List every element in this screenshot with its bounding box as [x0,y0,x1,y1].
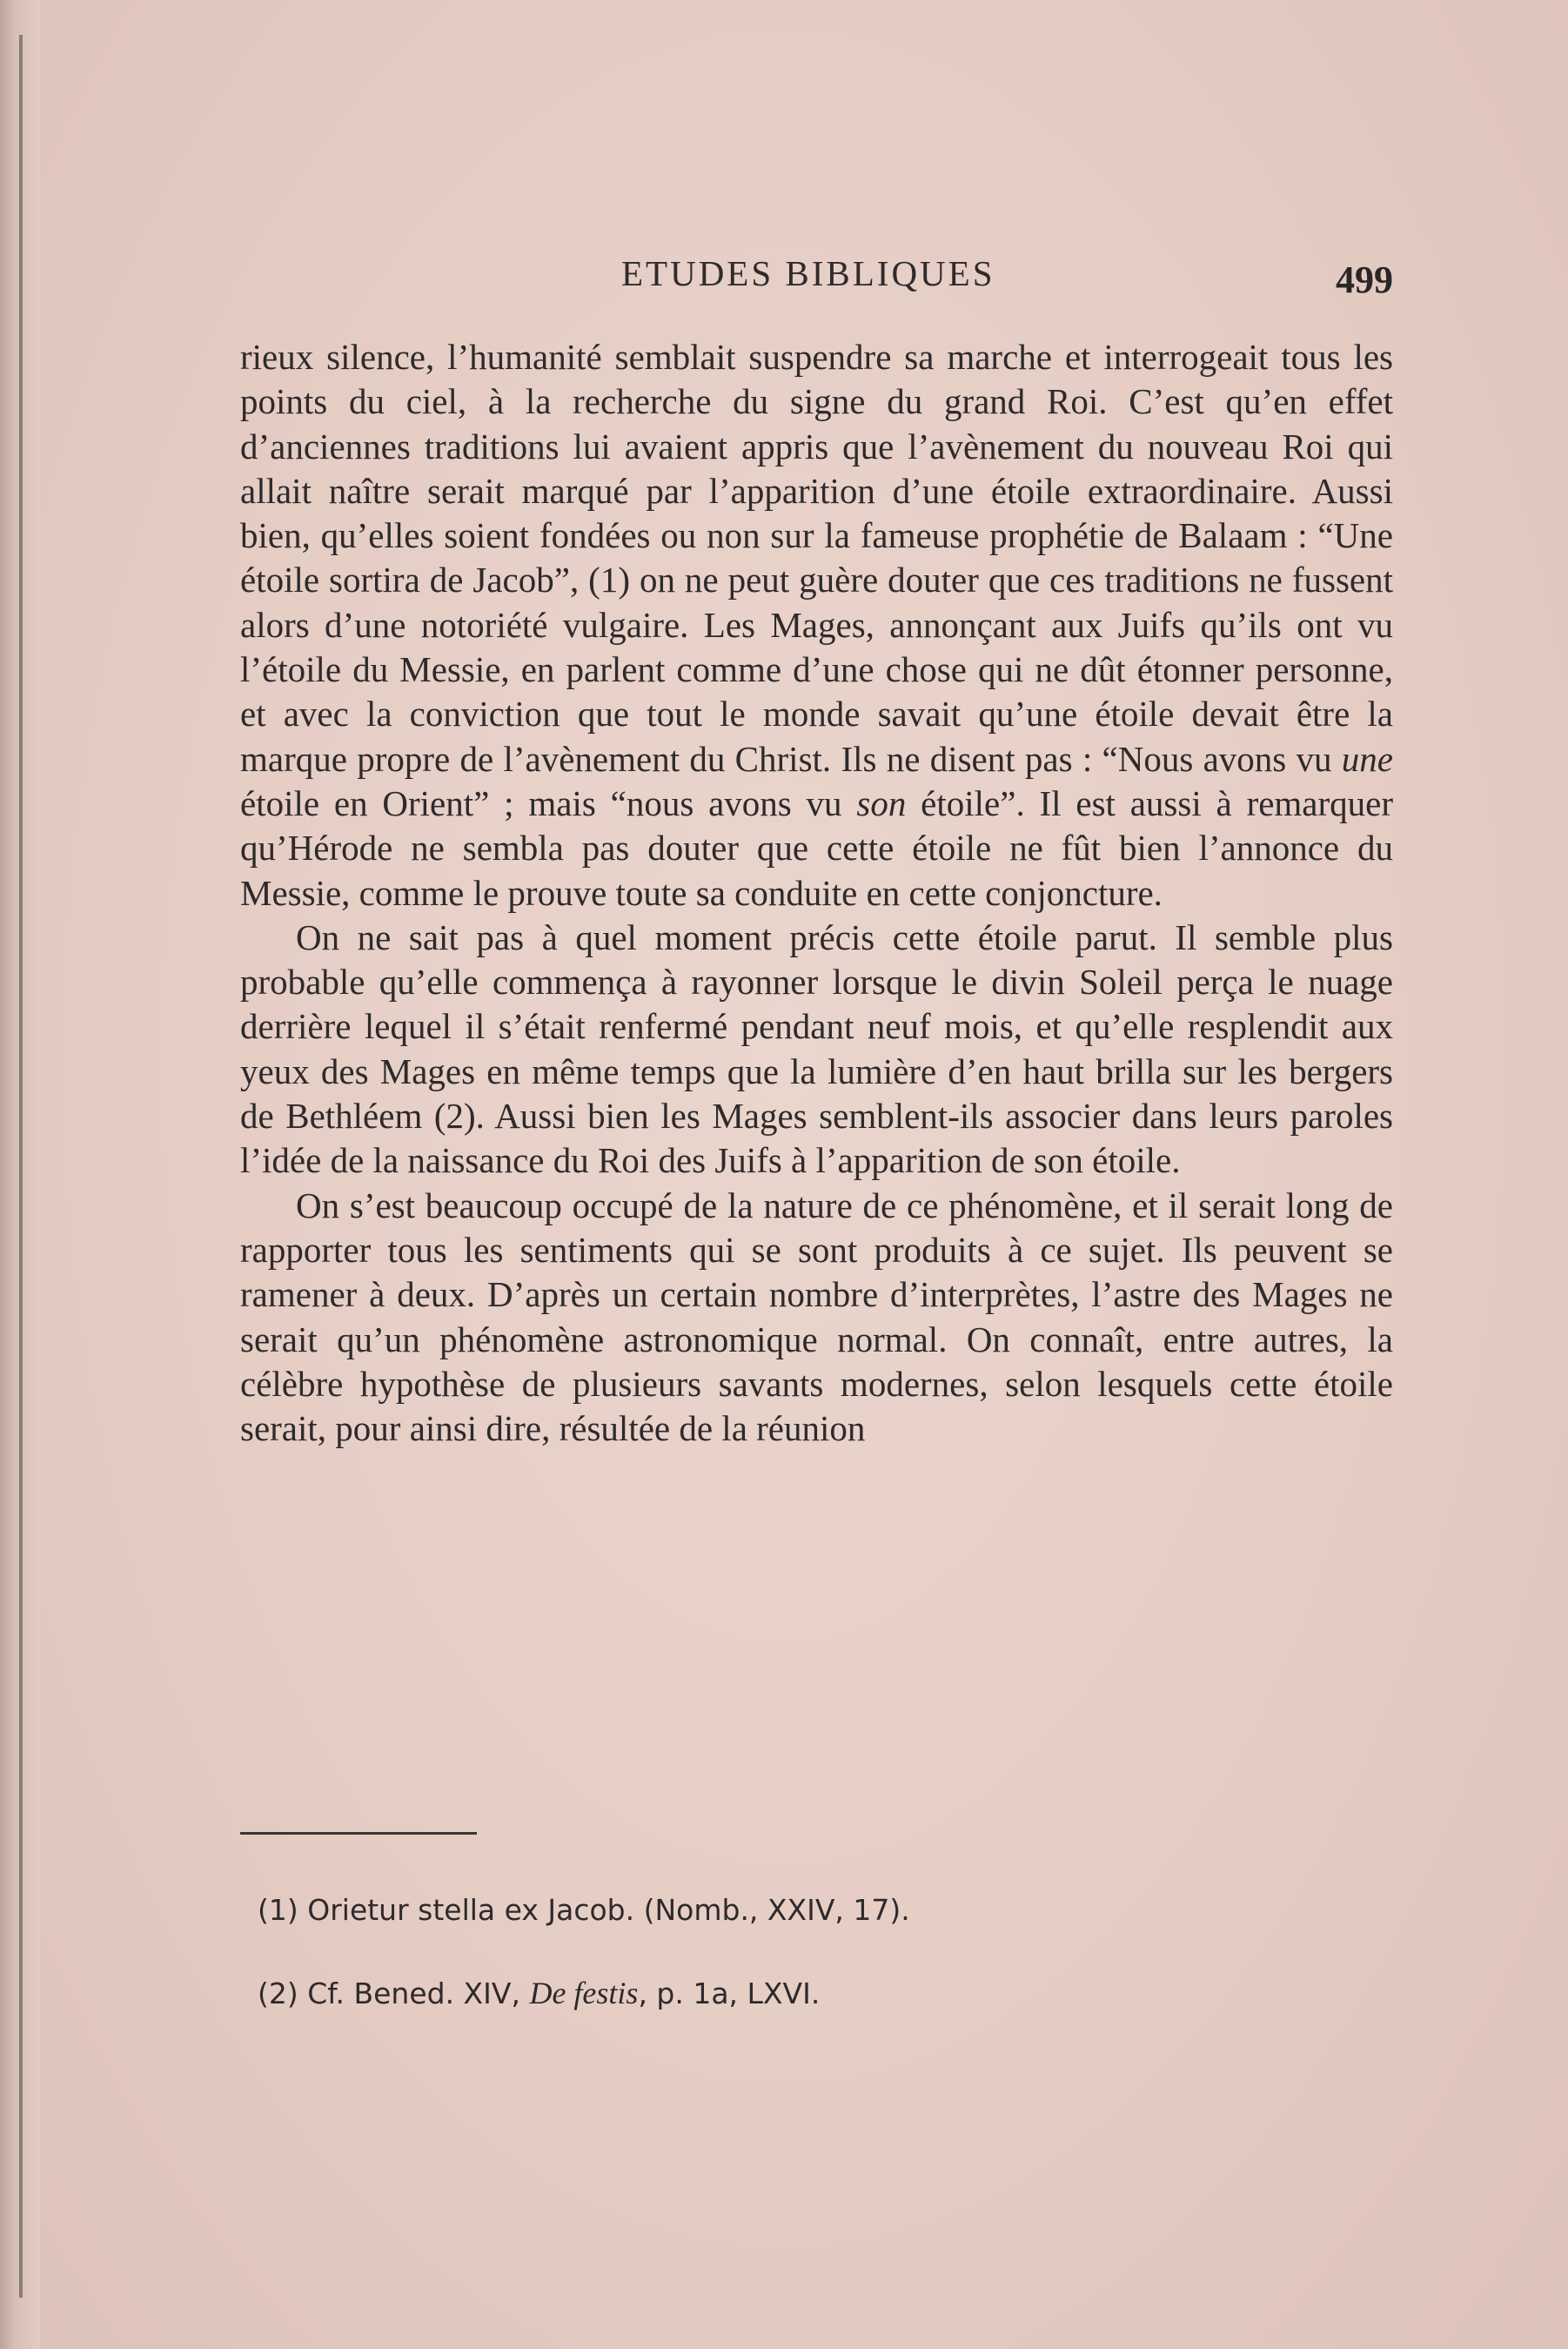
footnotes [258,1893,1389,2057]
binding-shadow-line [19,35,23,2298]
running-header [261,242,1427,303]
footnote-2 [258,1975,1389,2057]
footnote-2-ref: , p. 1a, LXVI. [638,1977,821,2010]
paragraph-2: On ne sait pas à quel moment précis cette étoile parut. Il semble plus probable qu’elle commença à rayonner lorsque le divin Soleil perça le nuage derrière lequel il s’était renfermé pendant neuf mois, et qu’elle resplendit aux yeux des Mages en même temps que la lumière d’en haut brilla sur les bergers de Bethléem (2). Aussi bien les Mages semblent-ils associer dans leurs paroles l’idée de la naissance du Roi des Juifs à l’apparition de son étoile. [240,916,1393,1181]
emphasis-son: son [856,782,907,823]
running-title: ETUDES BIBLIQUES [621,253,995,293]
paragraph-1 [240,335,1393,916]
paragraph-1-text: rieux silence, l’humanité semblait suspendre sa marche et interrogeait tous les points du ciel, à la recherche du signe du grand Roi. C’est qu’en effet d’anciennes traditions lui avaient appris que l’avènement du nouveau Roi qui allait naître serait marqué par l’apparition d’une étoile extraordinaire. Aussi bien, qu’elles soient fondées ou non sur la fameuse prophétie de Balaam : “Une étoile sortira de Jacob”, (1) on ne peut guère douter que ces traditions ne fussent alors d’une notoriété vulgaire. Les Mages, annonçant aux Juifs qu’ils ont vu l’étoile du Messie, en parlent comme d’une chose qui ne dût étonner personne, et avec la conviction que tout le monde savait qu’une étoile devait être la marque propre de l’avènement du Christ. Ils ne disent pas : “Nous avons vu [240,337,1393,779]
body-text [240,335,1393,1451]
footnote-2-text: (2) Cf. Bened. XIV, [258,1977,530,2010]
footnote-2-title: De festis [529,1976,639,2010]
paragraph-3: On s’est beaucoup occupé de la nature de ce phénomène, et il serait long de rapporter tous les sentiments qui se sont produits à ce sujet. Ils peuvent se ramener à deux. D’après un certain nombre d’interprètes, l’astre des Mages ne serait qu’un phénomène astronomique normal. On connaît, entre autres, la célèbre hypothèse de plusieurs savants modernes, selon lesquels cette étoile serait, pour ainsi dire, résultée de la réunion [240,1185,1393,1449]
paragraph-1-end: étoile”. Il est aussi à remarquer qu’Hérode ne sembla pas douter que cette étoile ne fût bien l’annonce du Messie, comme le prouve toute sa conduite en cette conjoncture. [240,782,1394,913]
emphasis-une: une [1341,738,1393,779]
paragraph-1-middle: étoile en Orient” ; mais “nous avons vu [240,782,857,823]
page-number: 499 [1336,258,1393,301]
footnote-1: (1) Orietur stella ex Jacob. (Nomb., XXIV, 17). [258,1893,910,1927]
footnote-separator [240,1832,477,1835]
